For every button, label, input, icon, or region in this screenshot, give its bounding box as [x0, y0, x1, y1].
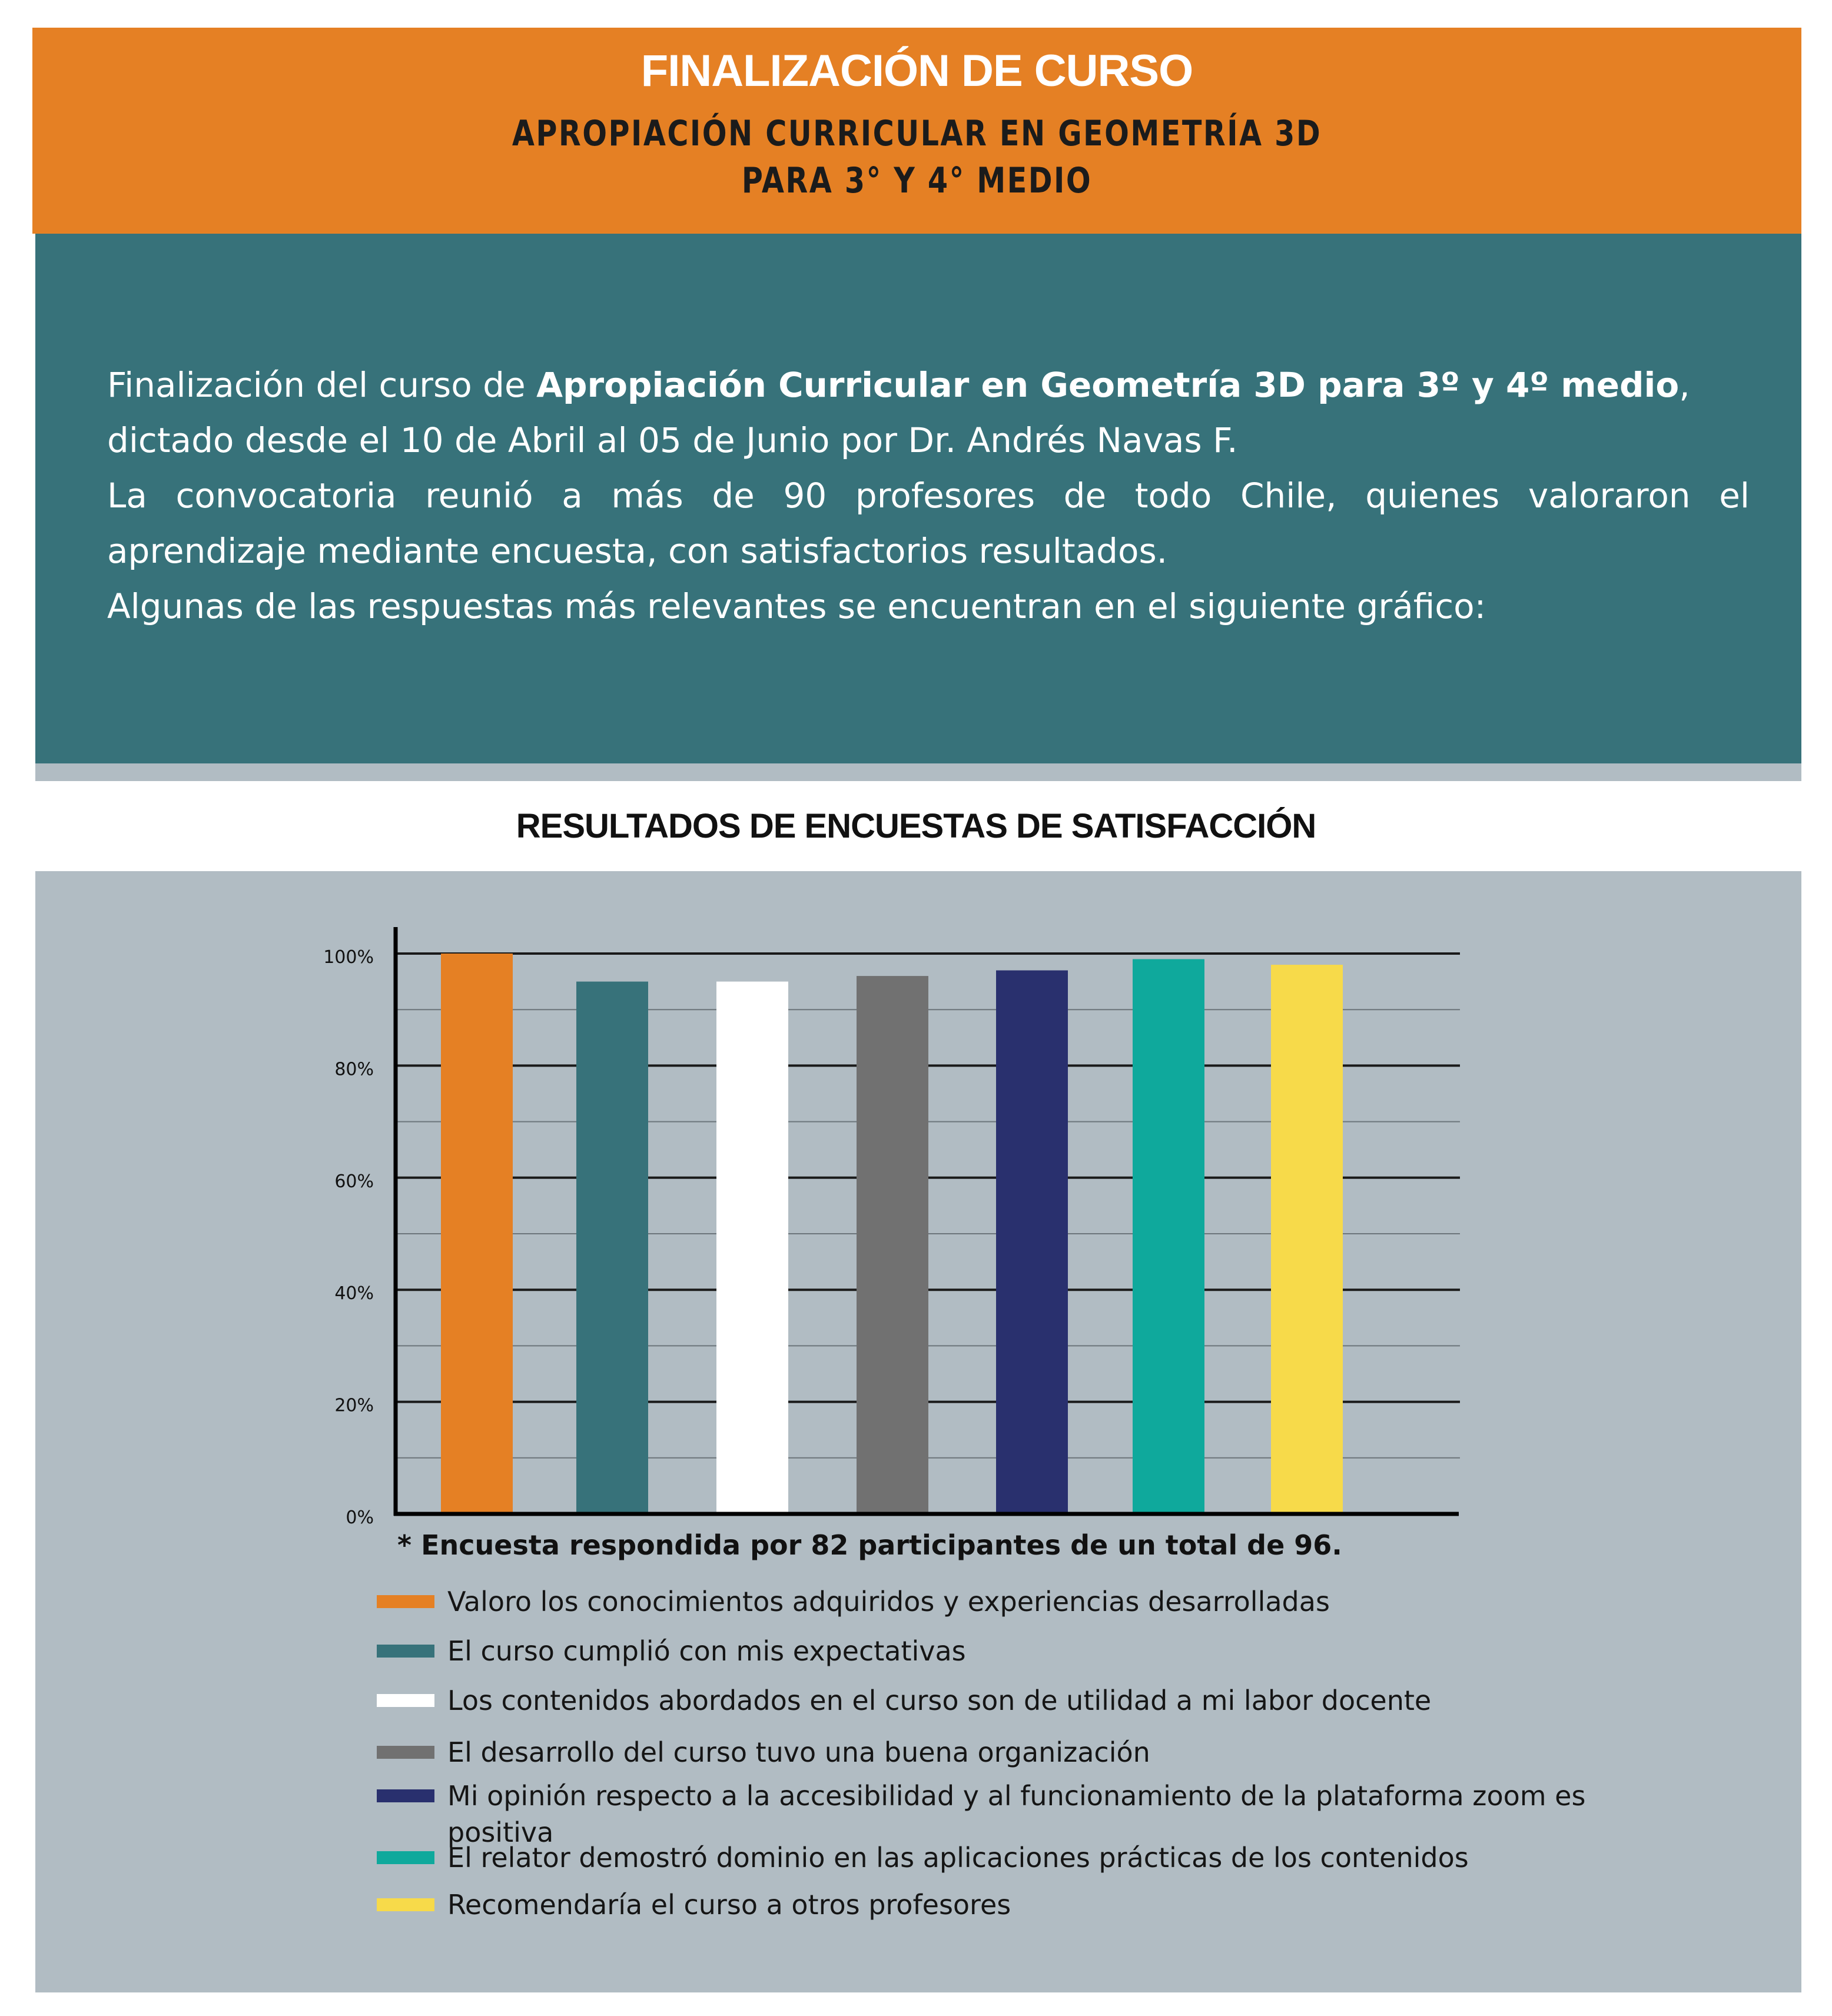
legend-swatch [377, 1789, 434, 1802]
legend-swatch [377, 1595, 434, 1608]
bar [576, 982, 648, 1514]
bar [857, 976, 928, 1514]
y-tick-label: 40% [334, 1283, 374, 1304]
intro-line-5: Algunas de las respuestas más relevantes se encuentran en el siguiente gráfico: [107, 586, 1486, 626]
legend-label: El relator demostró dominio en las aplicaciones prácticas de los contenidos [447, 1842, 1469, 1874]
intro-line-4: aprendizaje mediante encuesta, con satisfactorios resultados. [107, 531, 1168, 571]
bar [441, 954, 513, 1514]
survey-note: * Encuesta respondida por 82 participantes de un total de 96. [397, 1529, 1342, 1561]
page-title: FINALIZACIÓN DE CURSO [640, 46, 1193, 96]
intro-prefix: Finalización del curso de [107, 365, 537, 405]
course-name: Apropiación Curricular en Geometría 3D para 3º y 4º medio [536, 365, 1680, 405]
legend-swatch [377, 1851, 434, 1864]
legend-label: Valoro los conocimientos adquiridos y experiencias desarrolladas [447, 1586, 1330, 1618]
legend-label: Los contenidos abordados en el curso son de utilidad a mi labor docente [447, 1685, 1432, 1716]
legend-label: Mi opinión respecto a la accesibilidad y al funcionamiento de la plataforma zoom es positiva [447, 1780, 1586, 1848]
divider-strip [35, 763, 1801, 781]
bar [1271, 965, 1343, 1514]
intro-line-1 [107, 357, 1750, 413]
y-tick-label: 100% [323, 947, 374, 968]
intro-line-3: La convocatoria reunió a más de 90 profesores de todo Chile, quienes valoraron el [107, 476, 1750, 516]
bar [1133, 959, 1204, 1514]
intro-suffix: , [1679, 365, 1690, 405]
section-title: RESULTADOS DE ENCUESTAS DE SATISFACCIÓN [516, 807, 1316, 845]
legend-swatch [377, 1898, 434, 1911]
y-tick-label: 20% [334, 1395, 374, 1416]
bar-chart [35, 871, 1801, 1525]
legend-swatch [377, 1694, 434, 1707]
legend-swatch [377, 1746, 434, 1759]
intro-text [107, 357, 1750, 634]
bar [716, 982, 788, 1514]
legend-label: El desarrollo del curso tuvo una buena organización [447, 1736, 1150, 1768]
y-tick-label: 60% [334, 1171, 374, 1192]
y-tick-label: 80% [334, 1059, 374, 1080]
legend-swatch [377, 1645, 434, 1658]
page-subtitle [191, 110, 1642, 204]
subtitle-line-2: PARA 3° Y 4° MEDIO [741, 160, 1093, 201]
bar [996, 971, 1068, 1514]
intro-panel [35, 234, 1801, 763]
chart-panel [35, 871, 1801, 1992]
intro-line-2: dictado desde el 10 de Abril al 05 de Junio por Dr. Andrés Navas F. [107, 420, 1238, 460]
subtitle-line-1: APROPIACIÓN CURRICULAR EN GEOMETRÍA 3D [512, 113, 1322, 154]
legend-label: Recomendaría el curso a otros profesores [447, 1889, 1011, 1921]
header-banner [32, 28, 1801, 234]
legend-label: El curso cumplió con mis expectativas [447, 1635, 966, 1667]
y-tick-label: 0% [346, 1507, 374, 1525]
